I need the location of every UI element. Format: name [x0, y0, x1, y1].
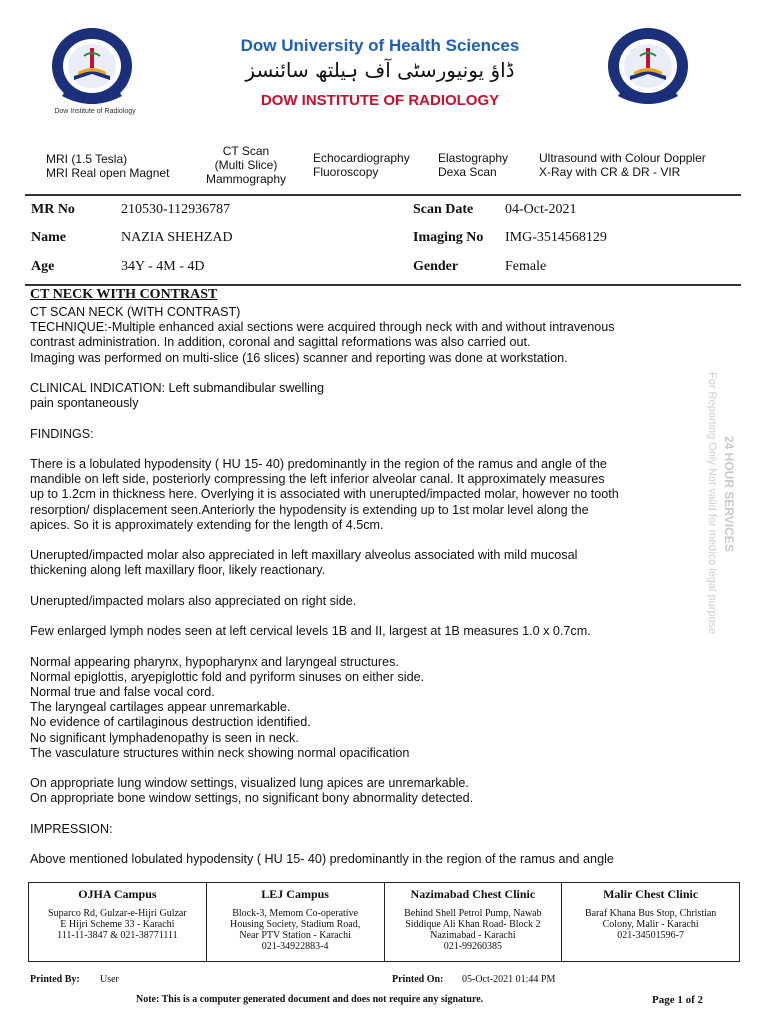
report-blank-line: [30, 609, 700, 624]
seal-icon: [600, 26, 696, 110]
scan-date-value: 04-Oct-2021: [505, 202, 577, 217]
duhs-logo-left: [44, 26, 140, 110]
report-line: resorption/ displacement seen.Anteriorly the hypodensity is extending up to 1st molar level along the: [30, 502, 589, 517]
report-blank-line: [30, 639, 700, 654]
imaging-label: Imaging No: [413, 230, 484, 245]
gender-value: Female: [505, 259, 547, 274]
gender-label: Gender: [413, 259, 459, 274]
report-body: [30, 305, 700, 867]
report-line: Unerupted/impacted molar also appreciated in left maxillary alveolus associated with mild mucosal: [30, 548, 578, 563]
report-line: mandible on left side, posteriorly compressing the left inferior alveolar canal. It approximately measures: [30, 472, 605, 487]
report-line: There is a lobulated hypodensity ( HU 15- 40) predominantly in the region of the ramus and angle of the: [30, 456, 607, 471]
report-blank-line: [30, 761, 700, 776]
report-line: TECHNIQUE:-Multiple enhanced axial sections were acquired through neck with and without intravenous: [30, 320, 615, 335]
campus-malir: Malir Chest Clinic Baraf Khana Bus Stop, Christian Colony, Malir - Karachi 021-34501596-7: [562, 883, 740, 962]
report-line: pain spontaneously: [30, 396, 139, 411]
printed-on-label: Printed On:: [392, 974, 444, 985]
university-name: Dow University of Health Sciences: [240, 36, 520, 55]
logo-caption: Dow Institute of Radiology: [54, 108, 136, 115]
report-line: The laryngeal cartilages appear unremarkable.: [30, 700, 291, 715]
campus-lej: LEJ Campus Block-3, Memom Co-operative Housing Society, Stadium Road, Near PTV Station - Karachi 021-34922883-4: [206, 883, 384, 962]
report-line: CLINICAL INDICATION: Left submandibular swelling: [30, 381, 324, 395]
seal-icon: [44, 26, 140, 110]
scan-date-label: Scan Date: [413, 202, 474, 217]
service-ct: CT Scan (Multi Slice) Mammography: [205, 144, 287, 186]
name-label: Name: [31, 230, 66, 245]
report-line: IMPRESSION:: [30, 821, 113, 836]
report-line: up to 1.2cm in thickness here. Overlying it is associated with unerupted/impacted molar, however no tooth: [30, 487, 619, 502]
campus-table: [28, 882, 740, 962]
age-label: Age: [31, 259, 55, 274]
mr-value: 210530-112936787: [121, 202, 231, 217]
service-ultrasound: Ultrasound with Colour Doppler X-Ray with CR & DR - VIR: [539, 151, 706, 179]
report-line: On appropriate bone window settings, no significant bony abnormality detected.: [30, 791, 474, 806]
report-blank-line: [30, 411, 700, 426]
report-line: Normal true and false vocal cord.: [30, 684, 215, 699]
printed-by-value: User: [100, 974, 119, 985]
institute-name: DOW INSTITUTE OF RADIOLOGY: [260, 92, 500, 109]
campus-ojha: OJHA Campus Suparco Rd, Gulzar-e-Hijri Gulzar E Hijri Scheme 33 - Karachi 111-11-3847 & 021-38771111: [48, 887, 187, 941]
campus-nazimabad: Nazimabad Chest Clinic Behind Shell Petrol Pump, Nawab Siddique Ali Khan Road- Block 2 Nazimabad - Karachi 021-99260385: [384, 883, 562, 962]
report-line: contrast administration. In addition, coronal and sagittal reformations was also carried out.: [30, 335, 531, 350]
report-blank-line: [30, 533, 700, 548]
printed-by-label: Printed By:: [30, 974, 80, 985]
service-mri: MRI (1.5 Tesla) MRI Real open Magnet: [46, 152, 170, 180]
report-line: On appropriate lung window settings, visualized lung apices are unremarkable.: [30, 776, 469, 791]
report-blank-line: [30, 837, 700, 852]
report-line: No significant lymphadenopathy is seen in neck.: [30, 730, 299, 745]
computer-generated-note: Note: This is a computer generated document and does not require any signature.: [136, 994, 484, 1005]
report-blank-line: [30, 366, 700, 381]
report-line: Normal appearing pharynx, hypopharynx and laryngeal structures.: [30, 654, 399, 669]
age-value: 34Y - 4M - 4D: [121, 259, 205, 274]
report-blank-line: [30, 807, 700, 822]
report-line: Above mentioned lobulated hypodensity ( HU 15- 40) predominantly in the region of the ramus and angle: [30, 852, 614, 867]
report-line: Imaging was performed on multi-slice (16 slices) scanner and reporting was done at workstation.: [30, 350, 568, 365]
watermark-disclaimer: For Reporting Only Not valid for medico legal purpose: [706, 372, 718, 635]
report-blank-line: [30, 579, 700, 594]
report-line: No evidence of cartilaginous destruction identified.: [30, 715, 311, 730]
report-line: Normal epiglottis, aryepiglottic fold and pyriform sinuses on either side.: [30, 669, 425, 684]
mr-label: MR No: [31, 202, 75, 217]
duhs-logo-right: [600, 26, 696, 110]
report-line: CT SCAN NECK (WITH CONTRAST): [30, 305, 241, 319]
service-echo: Echocardiography Fluoroscopy: [313, 151, 410, 179]
report-title: CT NECK WITH CONTRAST: [30, 287, 218, 302]
watermark-services: 24 HOUR SERVICES: [722, 436, 736, 552]
report-blank-line: [30, 442, 700, 457]
report-line: Few enlarged lymph nodes seen at left cervical levels 1B and II, largest at 1B measures 1.0 x 0.7cm.: [30, 624, 591, 639]
report-line: thickening along left maxillary floor, likely reactionary.: [30, 563, 326, 578]
page-number: Page 1 of 2: [652, 994, 704, 1006]
report-line: apices. So it is approximately extending for the length of 4.5cm.: [30, 517, 384, 532]
printed-on-value: 05-Oct-2021 01:44 PM: [462, 974, 556, 985]
imaging-value: IMG-3514568129: [505, 230, 607, 245]
university-name-urdu: ڈاؤ یونیورسٹی آف ہیلتھ سائنسز: [245, 58, 515, 82]
report-line: The vasculature structures within neck showing normal opacification: [30, 745, 410, 760]
report-line: Unerupted/impacted molars also appreciated on right side.: [30, 593, 357, 608]
name-value: NAZIA SHEHZAD: [121, 230, 233, 245]
report-line: FINDINGS:: [30, 426, 94, 441]
service-elastography: Elastography Dexa Scan: [438, 151, 509, 179]
patient-info-box: [25, 194, 741, 286]
